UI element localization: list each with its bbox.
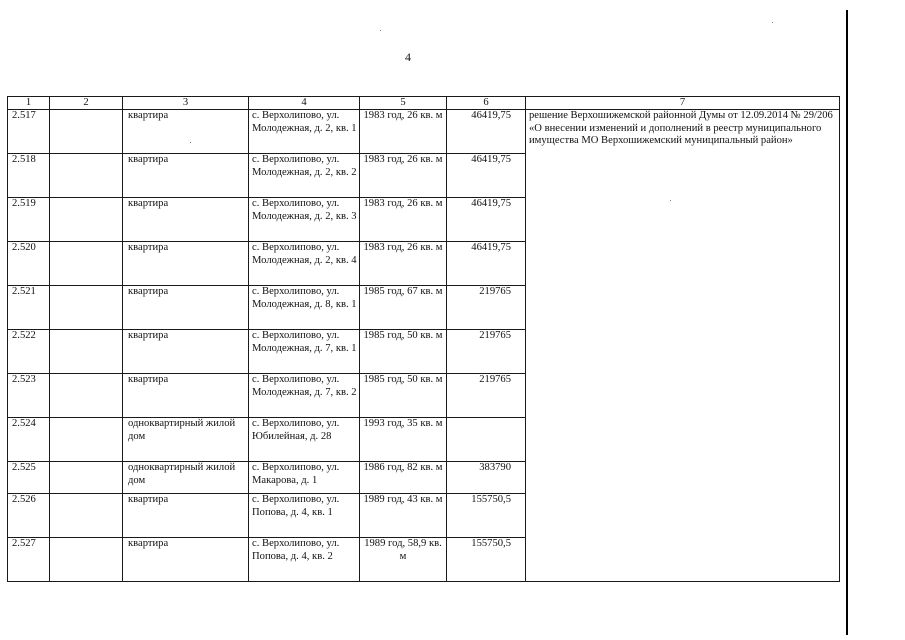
cell-year-area: 1983 год, 26 кв. м <box>360 154 447 198</box>
cell-col2 <box>50 374 123 418</box>
cell-col2 <box>50 462 123 494</box>
cell-number: 2.522 <box>8 330 50 374</box>
cell-number: 2.524 <box>8 418 50 462</box>
cell-address: с. Верхолипово, ул. Молодежная, д. 2, кв. 4 <box>249 242 360 286</box>
column-header-4: 4 <box>249 97 360 110</box>
cell-property-type: квартира <box>123 330 249 374</box>
cell-year-area: 1993 год, 35 кв. м <box>360 418 447 462</box>
cell-year-area: 1989 год, 58,9 кв. м <box>360 538 447 582</box>
cell-address: с. Верхолипово, ул. Молодежная, д. 7, кв. 1 <box>249 330 360 374</box>
cell-col2 <box>50 198 123 242</box>
cell-value: 46419,75 <box>447 198 526 242</box>
cell-address: с. Верхолипово, ул. Макарова, д. 1 <box>249 462 360 494</box>
cell-number: 2.517 <box>8 110 50 154</box>
cell-property-type: квартира <box>123 110 249 154</box>
cell-address: с. Верхолипово, ул. Юбилейная, д. 28 <box>249 418 360 462</box>
cell-address: с. Верхолипово, ул. Попова, д. 4, кв. 2 <box>249 538 360 582</box>
page-number: 4 <box>405 50 411 64</box>
column-header-2: 2 <box>50 97 123 110</box>
property-registry-table <box>7 96 840 582</box>
cell-value: 155750,5 <box>447 538 526 582</box>
cell-legal-basis <box>526 110 840 582</box>
cell-value: 46419,75 <box>447 242 526 286</box>
cell-col2 <box>50 242 123 286</box>
cell-address: с. Верхолипово, ул. Молодежная, д. 7, кв. 2 <box>249 374 360 418</box>
cell-value: 383790 <box>447 462 526 494</box>
cell-year-area: 1985 год, 67 кв. м <box>360 286 447 330</box>
cell-col2 <box>50 154 123 198</box>
cell-value: 219765 <box>447 374 526 418</box>
cell-number: 2.520 <box>8 242 50 286</box>
cell-col2 <box>50 110 123 154</box>
cell-year-area: 1983 год, 26 кв. м <box>360 198 447 242</box>
scan-speck <box>772 22 773 23</box>
cell-number: 2.521 <box>8 286 50 330</box>
cell-property-type: квартира <box>123 494 249 538</box>
cell-value: 46419,75 <box>447 154 526 198</box>
column-header-6: 6 <box>447 97 526 110</box>
cell-address: с. Верхолипово, ул. Молодежная, д. 2, кв. 3 <box>249 198 360 242</box>
column-header-7: 7 <box>526 97 840 110</box>
cell-col2 <box>50 418 123 462</box>
cell-address: с. Верхолипово, ул. Молодежная, д. 2, кв. 2 <box>249 154 360 198</box>
cell-address: с. Верхолипово, ул. Молодежная, д. 2, кв. 1 <box>249 110 360 154</box>
header-row <box>8 97 840 110</box>
cell-property-type: квартира <box>123 286 249 330</box>
legal-basis-text: решение Верхошижемской районной Думы от 12.09.2014 № 29/206 «О внесении изменений и дополнений в реестр муниципального имущества МО Верхошижемский муниципальный район» <box>529 110 833 147</box>
cell-property-type: квартира <box>123 374 249 418</box>
scan-speck <box>380 30 381 31</box>
cell-col2 <box>50 330 123 374</box>
cell-year-area: 1983 год, 26 кв. м <box>360 242 447 286</box>
table-row <box>8 110 840 154</box>
cell-year-area: 1989 год, 43 кв. м <box>360 494 447 538</box>
cell-property-type: квартира <box>123 242 249 286</box>
cell-property-type: квартира <box>123 198 249 242</box>
cell-address: с. Верхолипово, ул. Попова, д. 4, кв. 1 <box>249 494 360 538</box>
column-header-1: 1 <box>8 97 50 110</box>
cell-value: 219765 <box>447 330 526 374</box>
cell-value: 46419,75 <box>447 110 526 154</box>
cell-number: 2.526 <box>8 494 50 538</box>
cell-col2 <box>50 286 123 330</box>
cell-property-type: одноквартирный жилой дом <box>123 418 249 462</box>
cell-address: с. Верхолипово, ул. Молодежная, д. 8, кв. 1 <box>249 286 360 330</box>
cell-value: 219765 <box>447 286 526 330</box>
cell-number: 2.518 <box>8 154 50 198</box>
cell-year-area: 1985 год, 50 кв. м <box>360 374 447 418</box>
scan-edge-line <box>846 10 848 635</box>
cell-number: 2.527 <box>8 538 50 582</box>
cell-number: 2.525 <box>8 462 50 494</box>
cell-property-type: квартира <box>123 154 249 198</box>
cell-col2 <box>50 538 123 582</box>
cell-value: 155750,5 <box>447 494 526 538</box>
cell-year-area: 1985 год, 50 кв. м <box>360 330 447 374</box>
cell-year-area: 1983 год, 26 кв. м <box>360 110 447 154</box>
cell-property-type: квартира <box>123 538 249 582</box>
column-header-5: 5 <box>360 97 447 110</box>
cell-value <box>447 418 526 462</box>
cell-number: 2.523 <box>8 374 50 418</box>
cell-col2 <box>50 494 123 538</box>
cell-property-type: одноквартирный жилой дом <box>123 462 249 494</box>
column-header-3: 3 <box>123 97 249 110</box>
cell-number: 2.519 <box>8 198 50 242</box>
cell-year-area: 1986 год, 82 кв. м <box>360 462 447 494</box>
